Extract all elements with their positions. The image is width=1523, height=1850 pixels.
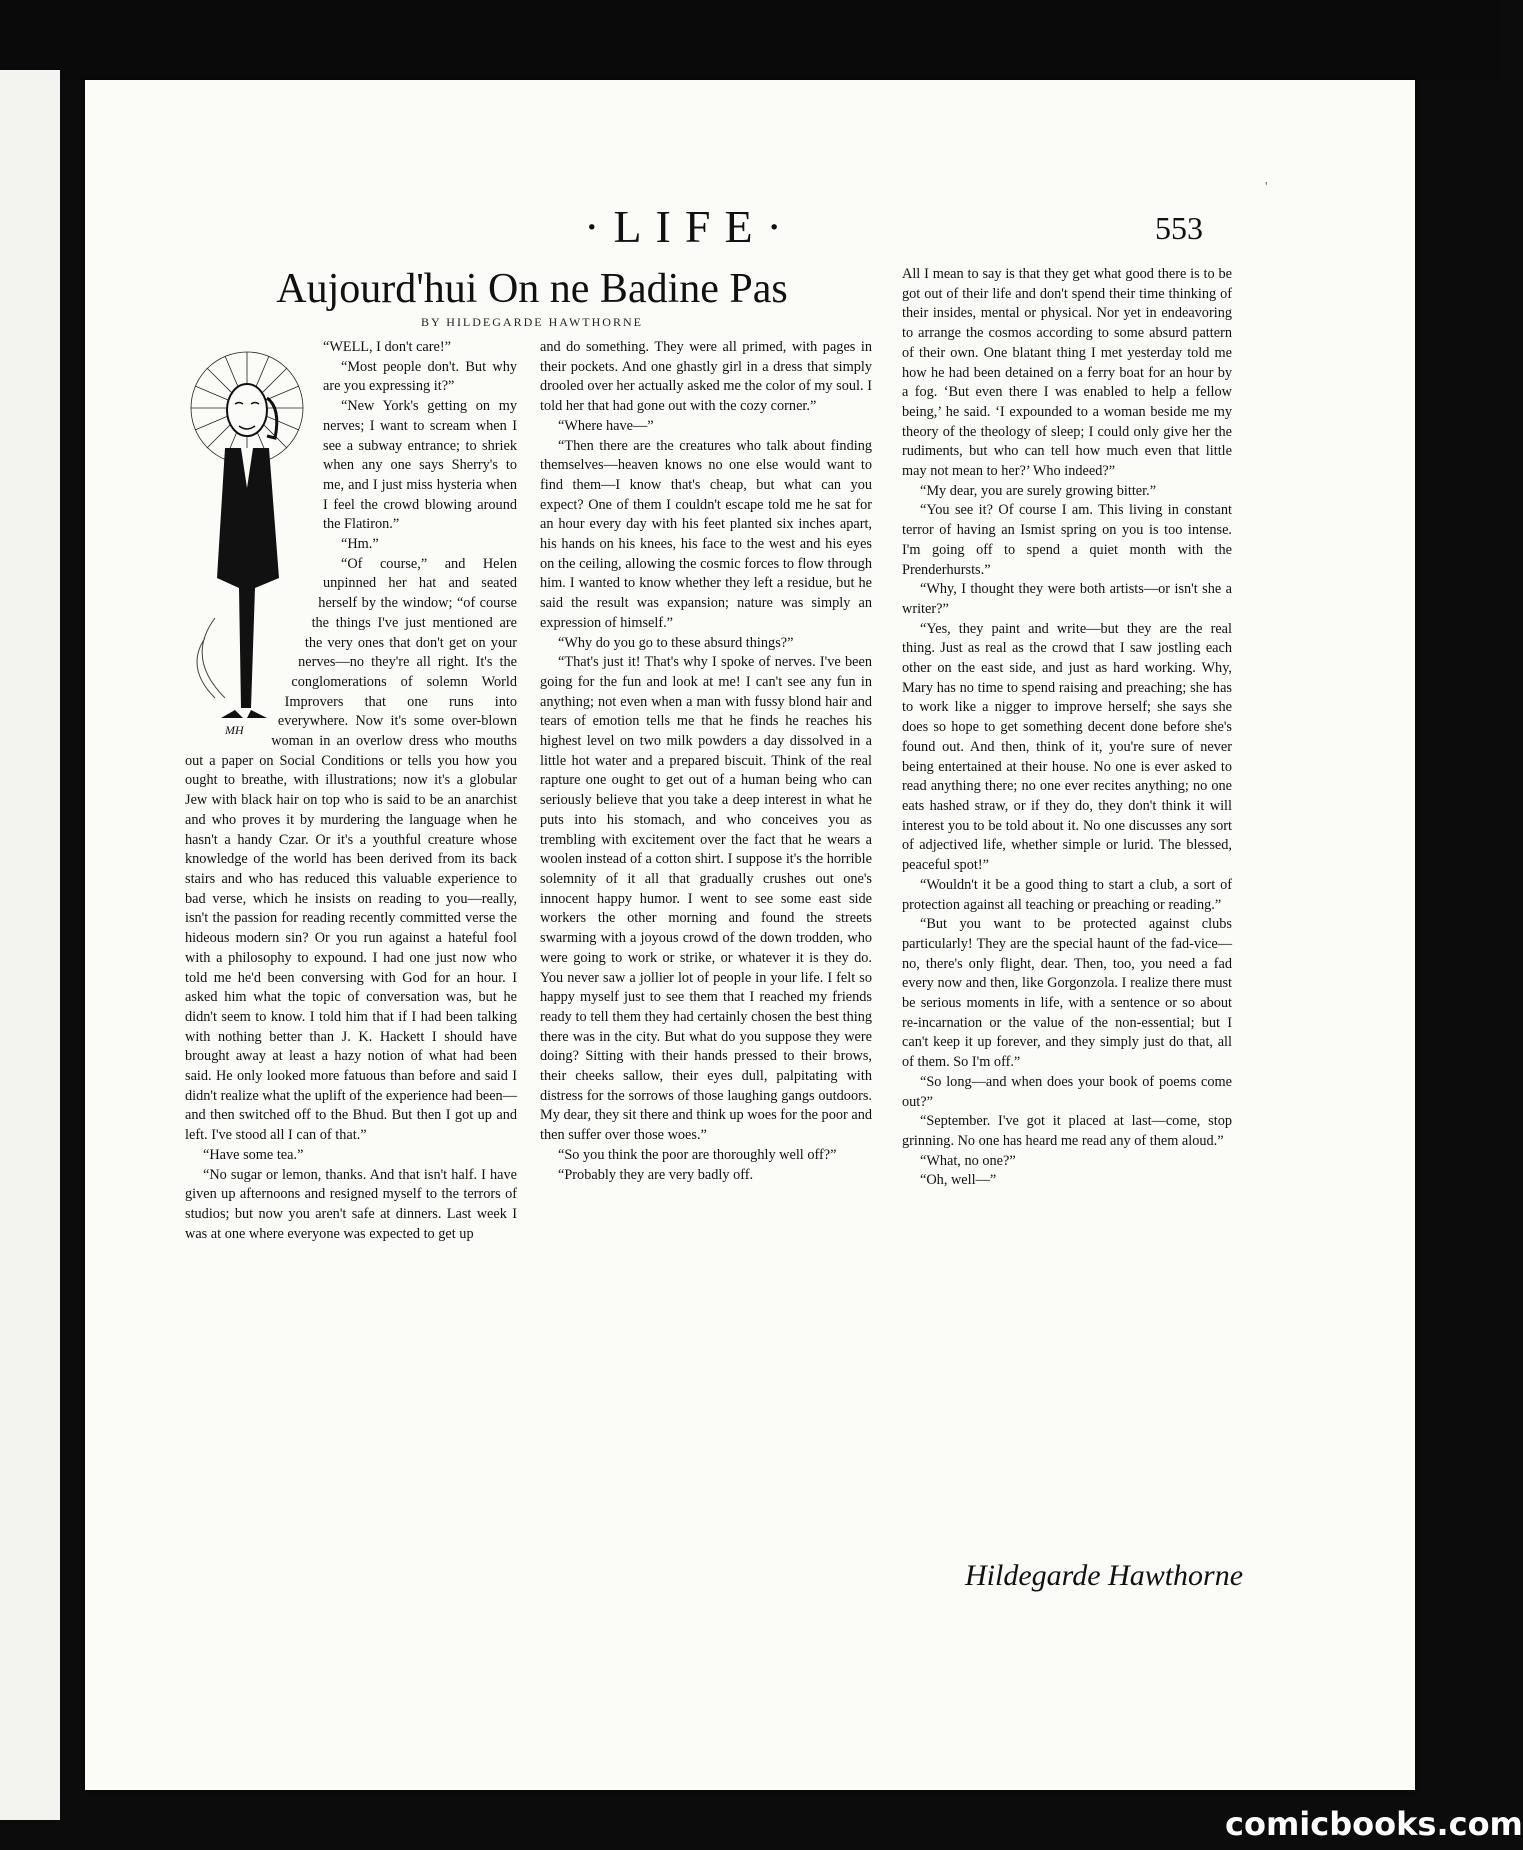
masthead: ·LIFE· (584, 201, 796, 252)
column-3 (902, 265, 1232, 1580)
col1-paragraph: “New York's getting on my nerves; I want to scream when I see a subway entrance; to shriek when any one says Sherry's to me, and I just miss hysteria when I feel the crowd blowing around the Flatiron.” (323, 398, 517, 533)
col3-paragraph: “Wouldn't it be a good thing to start a club, a sort of protection against all teaching or preaching or reading.” (902, 876, 1232, 913)
watermark: comicbooks.com (1225, 1805, 1523, 1843)
col2-paragraph: “Where have—” (558, 417, 654, 434)
col3-paragraph: “Why, I thought they were both artists—or isn't she a writer?” (902, 581, 1232, 617)
col1-paragraph: “Of course,” and Helen unpinned her hat and seated herself by the window; “of course the things I've just mentioned are the very ones that don't get on your nerves—no they're all right. It's the conglomerations of solemn World Improvers that one runs into everywhere. Now it's some over-blown woman in an overlow dress who mouths out a paper on Social Conditions or tells you how you ought to breathe, with illustrations; now it's a globular Jew with black hair on top who is said to be an anarchist and who proves it by murdering the language when he hasn't a handy Czar. Or it's a youthful creature whose knowledge of the world has been derived from its back stairs and who has reduced this valuable experience to bad verse, which he insists on reading to you—really, isn't the passion for reading recently committed verse the hideous modern sin? Or you run against a hateful fool with a philosophy to expound. I had one just now who told me he'd been conversing with God for an hour. I asked him what the topic of conversation was, but he didn't seem to know. I told him that if I had been talking with nothing better than J. K. Hackett I should have brought away at least a hazy notion of what had been said. He only looked more fatuous than before and said I didn't realize what the uplift of the experience had been—and then switched off to the Bhud. But then I got up and left. I've stood all I can of that.” (185, 555, 517, 1144)
col2-paragraph: “That's just it! That's why I spoke of nerves. I've been going for the fun and look at me! I can't see any fun in anything; not even when a man with fussy blond hair and tears of emotion tells me that he finds he reaches his highest level on two milk powders a day dissolved in a little hot water and a prepared biscuit. Think of the real rapture one ought to get out of a human being who can seriously believe that you take a deep interest in what he puts into his stomach, and who conceives you as trembling with excitement over the fact that he wears a woolen instead of a cotton shirt. I suppose it's the horrible solemnity of it all that gradually crushes out one's innocent happy humor. I went to see some east side workers the other morning and found the streets swarming with a joyous crowd of the down trodden, who were going to work or strike, or whatever it is they do. You never saw a jollier lot of people in your life. I felt so happy myself just to see them that I reached my friends ready to tell them they had certainly chosen the best thing there was in the city. But what do you suppose they were doing? Sitting with their hands pressed to their brows, their cheeks sallow, their eyes dull, palpitating with distress for the sorrows of those laughing gangs outdoors. My dear, they sit there and think up woes for the poor and then suffer over those woes.” (540, 654, 872, 1144)
col2-paragraph: “Why do you go to these absurd things?” (558, 634, 794, 651)
column-2-text (540, 338, 872, 1185)
col1-paragraph: “Hm.” (341, 536, 379, 553)
article-title: Aujourd'hui On ne Badine Pas (276, 266, 788, 312)
previous-page-edge (0, 70, 60, 1820)
col3-paragraph: “My dear, you are surely growing bitter.” (920, 482, 1157, 499)
column-3-text (902, 265, 1232, 1191)
col1-paragraph: “WELL, I don't care!” (323, 339, 451, 355)
col2-paragraph: “So you think the poor are thoroughly well off?” (558, 1146, 837, 1163)
svg-text:Hildegarde Hawthorne: Hildegarde Hawthorne (965, 1559, 1244, 1592)
col1-paragraph: “Most people don't. But why are you expressing it?” (323, 358, 517, 395)
col3-paragraph: “Yes, they paint and write—but they are the real thing. Just as real as the crowd that I saw jostling each other on the east side, and just as hard working. Why, Mary has no time to spend raising and preaching; she has to work like a nigger to improve herself; she says she does so hope to get something decent done before she's found out. And then, think of it, you're sure of never being entertained at their house. No one is ever asked to read anything there; no one ever recites anything; no one eats hashed straw, or if they do, they don't think it will interest you to be told about it. No one discusses any sort of adjectived life, whether simple or lurid. The blessed, peaceful spot!” (902, 620, 1232, 874)
column-2 (540, 338, 872, 1628)
col2-paragraph: “Probably they are very badly off. (558, 1166, 754, 1183)
column-1 (185, 338, 517, 1628)
illustration-monogram: MH (225, 723, 244, 737)
scan-speck: ' (1265, 180, 1268, 195)
author-signature (955, 1545, 1244, 1605)
col2-paragraph: and do something. They were all primed, with pages in their pockets. And one ghastly girl in a dress that simply drooled over her actually asked me the color of my soul. I told her that had gone out with the cozy corner.” (540, 339, 872, 415)
scan-top-shadow (0, 0, 1500, 80)
byline: BY HILDEGARDE HAWTHORNE (421, 315, 643, 329)
page-number: 553 (1155, 210, 1203, 246)
col2-paragraph: “Then there are the creatures who talk about finding themselves—heaven knows no one else would want to find them—I know that's cheap, but what can you expect? One of them I couldn't escape told me he sat for an hour every day with his feet planted six inches apart, his hands on his knees, his face to the west and his eyes on the ceiling, allowing the cosmic forces to flow through him. I wanted to know whether they left a residue, but he said the result was expansion; nature was simply an expression of himself.” (540, 437, 872, 631)
col3-paragraph: All I mean to say is that they get what good there is to be got out of their life and don't spend their time thinking of their insides, mental or physical. Nor yet in endeavoring to arrange the cosmos according to some absurd pattern of their own. One blatant thing I met yesterday told me how he had been detained on a ferry boat for an hour by a fog. ‘But even there I was enabled to help a fellow being,’ he said. ‘I expounded to a woman beside me my theory of the theology of sleep; I could only give her the rudiments, but who can tell how much even that little may not mean to her?’ Who indeed?” (902, 266, 1232, 480)
col3-paragraph: “You see it? Of course I am. This living in constant terror of having an Ismist spring on you is too intense. I'm going off to spend a quiet month with the Prenderhursts.” (902, 502, 1232, 578)
col3-paragraph: “September. I've got it placed at last—come, stop grinning. No one has heard me read any of them aloud.” (902, 1113, 1232, 1149)
col3-paragraph: “Oh, well—” (920, 1172, 997, 1189)
col1-paragraph: “Have some tea.” (203, 1146, 304, 1163)
col3-paragraph: “What, no one?” (920, 1152, 1016, 1169)
col3-paragraph: “But you want to be protected against clubs particularly! They are the special haunt of the fad-vice—no, there's only flight, dear. Then, too, you need a fad every now and then, like Gorgonzola. I realize there must be serious moments in life, with a sentence or so about re-incarnation or the value of the non-essential; but I can't keep it up forever, and they simply just do that, all of them. So I'm off.” (902, 916, 1232, 1071)
col3-paragraph: “So long—and when does your book of poems come out?” (902, 1073, 1232, 1110)
col1-paragraph: “No sugar or lemon, thanks. And that isn't half. I have given up afternoons and resigned myself to the terrors of studios; but now you aren't safe at dinners. Last week I was at one where everyone was expected to get up (185, 1166, 517, 1242)
